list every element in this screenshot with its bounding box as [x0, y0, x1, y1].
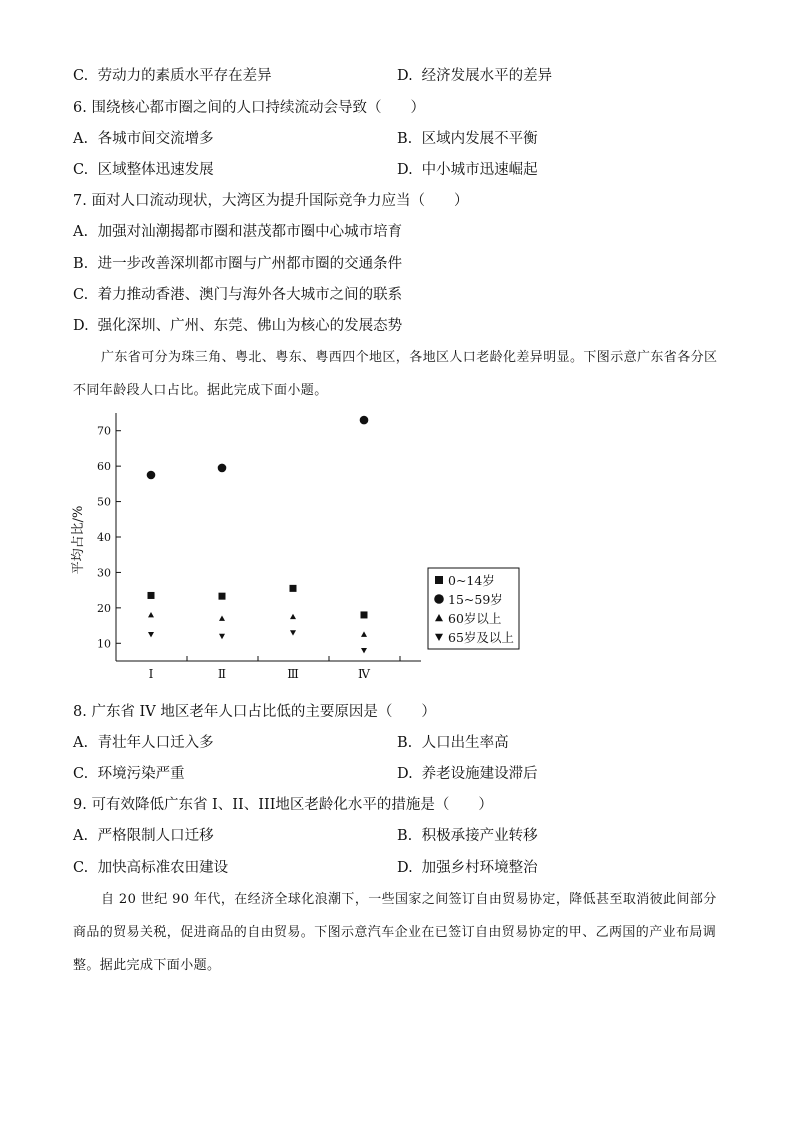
- option-text: 青壮年人口迁入多: [97, 735, 214, 751]
- option-letter: C.: [73, 68, 89, 84]
- x-tick-label: Ⅰ: [148, 667, 154, 681]
- x-axis: [116, 656, 421, 681]
- q8-stem: 8. 广东省 IV 地区老年人口占比低的主要原因是（ ）: [73, 704, 436, 720]
- legend-label: 60岁以上: [448, 611, 502, 626]
- legend-marker: [434, 594, 444, 604]
- data-point: [361, 611, 368, 618]
- q8-option-c: [73, 764, 185, 784]
- data-point: [219, 615, 225, 620]
- legend-label: 65岁及以上: [448, 630, 514, 645]
- legend-marker: [435, 576, 443, 584]
- option-text: 加强对汕潮揭都市圈和湛茂都市圈中心城市培育: [97, 224, 403, 240]
- option-letter: B.: [397, 131, 413, 147]
- data-point: [147, 471, 156, 480]
- data-point: [361, 631, 367, 636]
- data-point: [148, 612, 154, 617]
- x-tick-label: Ⅱ: [217, 667, 227, 681]
- q9-option-c: [73, 858, 228, 878]
- q6-option-b: [397, 129, 538, 149]
- option-text: 加快高标准农田建设: [97, 860, 229, 876]
- y-tick-label: 60: [97, 460, 111, 474]
- legend-label: 15~59岁: [448, 592, 503, 607]
- passage-free-trade: 自 20 世纪 90 年代，在经济全球化浪潮下，一些国家之间签订自由贸易协定，降低甚至取消彼此间部分商品的贸易关税，促进商品的自由贸易。下图示意汽车企业在已签订自由贸易协定的甲、乙两国的产业布局调整。据此完成下面小题。: [73, 892, 717, 973]
- option-text: 各城市间交流增多: [97, 131, 214, 147]
- option-letter: A.: [73, 131, 89, 147]
- q5-option-c: [73, 66, 272, 86]
- q6-option-a: [73, 129, 214, 149]
- y-tick-label: 20: [97, 601, 111, 615]
- option-text: 着力推动香港、澳门与海外各大城市之间的联系: [97, 287, 403, 303]
- x-tick-label: Ⅳ: [358, 667, 370, 681]
- passage-population-aging: 广东省可分为珠三角、粤北、粤东、粤西四个地区，各地区人口老龄化差异明显。下图示意广东省各分区不同年龄段人口占比。据此完成下面小题。: [73, 350, 718, 398]
- option-letter: A.: [73, 828, 89, 844]
- q9-option-a: [73, 826, 214, 846]
- option-text: 加强乡村环境整治: [421, 860, 538, 876]
- legend: [428, 568, 519, 649]
- age-structure-chart: [66, 405, 536, 690]
- y-tick-label: 30: [97, 566, 111, 580]
- option-letter: B.: [397, 828, 413, 844]
- option-letter: B.: [397, 735, 413, 751]
- y-tick-label: 70: [97, 424, 111, 438]
- option-text: 积极承接产业转移: [421, 828, 538, 844]
- data-point: [148, 632, 154, 637]
- y-axis: [97, 413, 121, 661]
- y-tick-label: 10: [97, 637, 111, 651]
- option-text: 进一步改善深圳都市圈与广州都市圈的交通条件: [97, 256, 403, 272]
- option-letter: A.: [73, 224, 89, 240]
- data-point: [218, 464, 227, 473]
- option-text: 中小城市迅速崛起: [421, 162, 538, 178]
- option-letter: D.: [397, 766, 413, 782]
- option-text: 严格限制人口迁移: [97, 828, 214, 844]
- option-text: 人口出生率高: [421, 735, 509, 751]
- data-point: [290, 614, 296, 619]
- y-tick-label: 50: [97, 495, 111, 509]
- option-text: 环境污染严重: [97, 766, 185, 782]
- q6-option-c: [73, 160, 214, 180]
- option-letter: C.: [73, 162, 89, 178]
- option-letter: D.: [397, 68, 413, 84]
- option-text: 养老设施建设滞后: [421, 766, 538, 782]
- option-text: 强化深圳、广州、东莞、佛山为核心的发展态势: [97, 318, 403, 334]
- q7-option-b: [73, 254, 402, 274]
- x-tick-label: Ⅲ: [287, 667, 299, 681]
- legend-label: 0~14岁: [448, 573, 495, 588]
- option-letter: D.: [73, 318, 89, 334]
- q5-option-d: [397, 66, 552, 86]
- q6-stem: 6. 围绕核心都市圈之间的人口持续流动会导致（ ）: [73, 100, 425, 116]
- y-axis-label: 平均占比/%: [71, 505, 86, 575]
- q9-option-b: [397, 826, 538, 846]
- q7-stem: 7. 面对人口流动现状，大湾区为提升国际竞争力应当（ ）: [73, 193, 469, 209]
- data-point: [290, 630, 296, 635]
- data-point: [219, 593, 226, 600]
- data-point: [361, 648, 367, 653]
- q6-option-d: [397, 160, 538, 180]
- data-point: [290, 585, 297, 592]
- q8-option-d: [397, 764, 538, 784]
- option-text: 区域整体迅速发展: [97, 162, 214, 178]
- data-point: [360, 416, 369, 425]
- option-letter: C.: [73, 860, 89, 876]
- q8-option-b: [397, 733, 509, 753]
- option-letter: A.: [73, 735, 89, 751]
- data-points: [147, 416, 369, 654]
- q7-option-d: [73, 316, 402, 336]
- option-letter: B.: [73, 256, 89, 272]
- data-point: [219, 634, 225, 639]
- option-letter: C.: [73, 287, 89, 303]
- y-tick-label: 40: [97, 531, 111, 544]
- q8-option-a: [73, 733, 214, 753]
- data-point: [148, 592, 155, 599]
- option-letter: D.: [397, 162, 413, 178]
- q9-option-d: [397, 858, 538, 878]
- q7-option-c: [73, 285, 402, 305]
- option-letter: C.: [73, 766, 89, 782]
- option-letter: D.: [397, 860, 413, 876]
- q9-stem: 9. 可有效降低广东省 I、II、III地区老龄化水平的措施是（ ）: [73, 797, 493, 813]
- q7-option-a: [73, 222, 402, 242]
- option-text: 区域内发展不平衡: [421, 131, 538, 147]
- option-text: 经济发展水平的差异: [421, 68, 553, 84]
- option-text: 劳动力的素质水平存在差异: [97, 68, 272, 84]
